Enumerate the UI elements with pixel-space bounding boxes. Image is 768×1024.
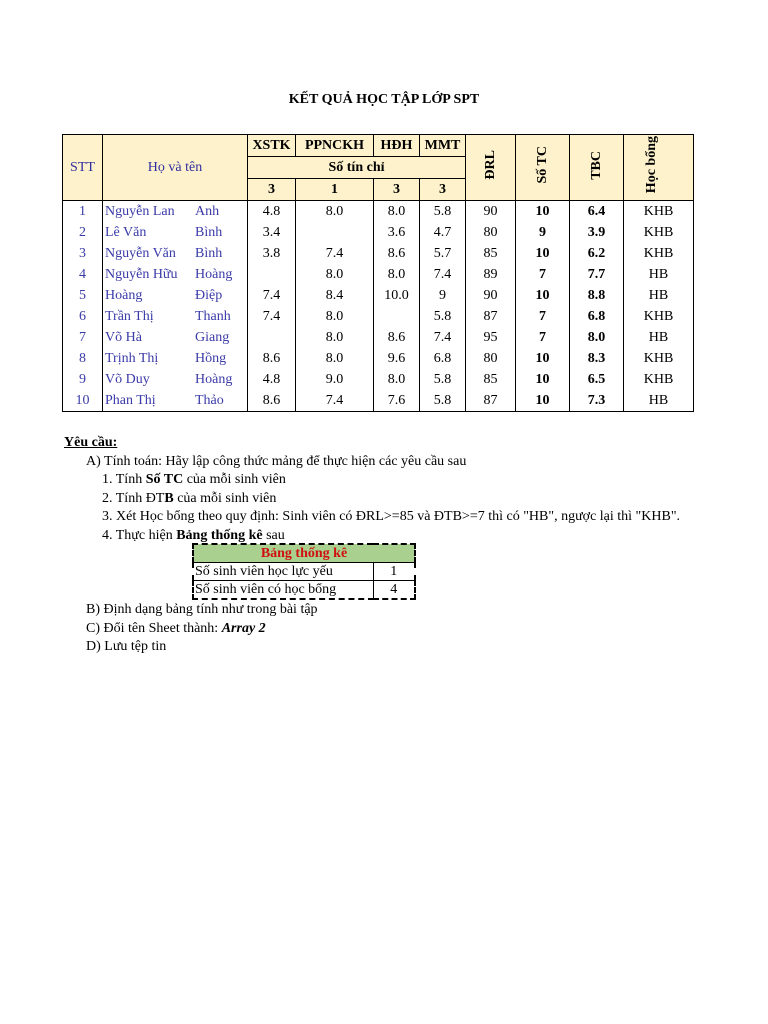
hdh-cell: 9.6 xyxy=(374,348,420,369)
requirement-a: A) Tính toán: Hãy lập công thức mảng để thực hiện các yêu cầu sau xyxy=(86,453,467,469)
sotc-cell: 7 xyxy=(516,264,570,285)
ppnckh-cell: 7.4 xyxy=(296,243,374,264)
name-cell xyxy=(103,369,248,390)
tbc-cell: 7.7 xyxy=(570,264,624,285)
xstk-cell: 8.6 xyxy=(248,348,296,369)
table-row xyxy=(63,327,694,348)
table-row xyxy=(63,390,694,412)
table-row xyxy=(63,306,694,327)
table-row xyxy=(63,285,694,306)
drl-cell: 95 xyxy=(466,327,516,348)
credit-mmt: 3 xyxy=(420,179,466,201)
hocbong-cell: KHB xyxy=(624,348,694,369)
first-name: Thảo xyxy=(195,393,224,408)
name-cell xyxy=(103,285,248,306)
table-row xyxy=(63,369,694,390)
last-name: Võ Hà xyxy=(105,330,142,345)
hdh-cell: 8.0 xyxy=(374,264,420,285)
drl-cell: 85 xyxy=(466,243,516,264)
xstk-cell: 4.8 xyxy=(248,369,296,390)
hdh-cell: 10.0 xyxy=(374,285,420,306)
requirement-a3: 3. Xét Học bổng theo quy định: Sinh viên có ĐRL>=85 và ĐTB>=7 thì có "HB", ngược lại thì "KHB". xyxy=(102,509,681,524)
stt-cell: 4 xyxy=(63,264,103,285)
xstk-cell: 4.8 xyxy=(248,201,296,223)
name-header: Họ và tên xyxy=(103,135,248,201)
first-name: Thanh xyxy=(195,309,231,324)
table-row xyxy=(63,264,694,285)
stt-header: STT xyxy=(63,135,103,201)
xstk-cell: 7.4 xyxy=(248,285,296,306)
stt-cell: 8 xyxy=(63,348,103,369)
ppnckh-cell: 7.4 xyxy=(296,390,374,412)
sotc-cell: 10 xyxy=(516,369,570,390)
drl-cell: 90 xyxy=(466,201,516,223)
hocbong-cell: KHB xyxy=(624,369,694,390)
credit-ppnckh: 1 xyxy=(296,179,374,201)
stt-cell: 3 xyxy=(63,243,103,264)
first-name: Bình xyxy=(195,225,223,240)
stats-table xyxy=(192,543,416,600)
ppnckh-cell: 8.0 xyxy=(296,201,374,223)
first-name: Bình xyxy=(195,246,223,261)
requirement-a2: 2. Tính ĐTB của mỗi sinh viên xyxy=(102,490,277,506)
requirement-a4: 4. Thực hiện Bảng thống kê sau xyxy=(102,527,285,543)
mmt-cell: 5.8 xyxy=(420,201,466,223)
sotc-header: Số TC xyxy=(516,135,570,201)
stt-cell: 9 xyxy=(63,369,103,390)
xstk-cell xyxy=(248,327,296,348)
requirements-heading: Yêu cầu: xyxy=(64,435,118,450)
stats-title: Bảng thống kê xyxy=(193,544,415,563)
subject-header-mmt: MMT xyxy=(420,135,466,157)
name-cell xyxy=(103,306,248,327)
table-row xyxy=(63,243,694,264)
requirement-a1: 1. Tính Số TC của mỗi sinh viên xyxy=(102,472,286,487)
requirement-d: D) Lưu tệp tin xyxy=(86,639,167,654)
last-name: Trịnh Thị xyxy=(105,351,159,366)
last-name: Võ Duy xyxy=(105,372,150,387)
ppnckh-cell: 8.0 xyxy=(296,264,374,285)
name-cell xyxy=(103,264,248,285)
name-cell xyxy=(103,327,248,348)
ppnckh-cell: 8.0 xyxy=(296,327,374,348)
stt-cell: 2 xyxy=(63,222,103,243)
ppnckh-cell: 8.0 xyxy=(296,306,374,327)
hocbong-cell: KHB xyxy=(624,306,694,327)
drl-header: ĐRL xyxy=(466,135,516,201)
stt-cell: 6 xyxy=(63,306,103,327)
hdh-cell: 8.6 xyxy=(374,327,420,348)
stt-cell: 1 xyxy=(63,201,103,223)
subject-header-ppnckh: PPNCKH xyxy=(296,135,374,157)
hocbong-cell: HB xyxy=(624,285,694,306)
mmt-cell: 6.8 xyxy=(420,348,466,369)
drl-cell: 89 xyxy=(466,264,516,285)
ppnckh-cell: 8.0 xyxy=(296,348,374,369)
first-name: Giang xyxy=(195,330,230,345)
hdh-cell: 8.0 xyxy=(374,369,420,390)
name-cell xyxy=(103,390,248,412)
hdh-cell xyxy=(374,306,420,327)
table-row xyxy=(63,201,694,223)
tbc-cell: 6.8 xyxy=(570,306,624,327)
credits-label: Số tín chỉ xyxy=(248,157,466,179)
tbc-cell: 6.5 xyxy=(570,369,624,390)
mmt-cell: 5.8 xyxy=(420,369,466,390)
mmt-cell: 9 xyxy=(420,285,466,306)
first-name: Hoàng xyxy=(195,267,233,282)
sotc-cell: 10 xyxy=(516,285,570,306)
stt-cell: 10 xyxy=(63,390,103,412)
drl-cell: 87 xyxy=(466,390,516,412)
ppnckh-cell: 9.0 xyxy=(296,369,374,390)
subject-header-hdh: HĐH xyxy=(374,135,420,157)
requirement-b: B) Định dạng bảng tính như trong bài tập xyxy=(86,602,318,617)
first-name: Hồng xyxy=(195,351,227,366)
name-cell xyxy=(103,201,248,223)
credit-xstk: 3 xyxy=(248,179,296,201)
sotc-cell: 10 xyxy=(516,390,570,412)
hocbong-cell: HB xyxy=(624,390,694,412)
stt-cell: 5 xyxy=(63,285,103,306)
ppnckh-cell: 8.4 xyxy=(296,285,374,306)
last-name: Nguyễn Lan xyxy=(105,204,175,219)
hocbong-cell: KHB xyxy=(624,222,694,243)
table-row xyxy=(63,348,694,369)
name-cell xyxy=(103,243,248,264)
ppnckh-cell xyxy=(296,222,374,243)
first-name: Hoàng xyxy=(195,372,233,387)
last-name: Hoàng xyxy=(105,288,143,303)
tbc-cell: 8.0 xyxy=(570,327,624,348)
drl-cell: 87 xyxy=(466,306,516,327)
mmt-cell: 5.8 xyxy=(420,306,466,327)
mmt-cell: 7.4 xyxy=(420,264,466,285)
hocbong-cell: HB xyxy=(624,327,694,348)
stt-cell: 7 xyxy=(63,327,103,348)
mmt-cell: 5.7 xyxy=(420,243,466,264)
stats-value-scholarship: 4 xyxy=(373,581,415,600)
subject-header-xstk: XSTK xyxy=(248,135,296,157)
last-name: Lê Văn xyxy=(105,225,147,240)
hdh-cell: 8.0 xyxy=(374,201,420,223)
stats-label-weak: Số sinh viên học lực yếu xyxy=(193,563,373,581)
sotc-cell: 10 xyxy=(516,243,570,264)
xstk-cell xyxy=(248,264,296,285)
requirement-c: C) Đổi tên Sheet thành: Array 2 xyxy=(86,620,266,636)
hocbong-cell: HB xyxy=(624,264,694,285)
grades-table xyxy=(62,134,694,412)
mmt-cell: 7.4 xyxy=(420,327,466,348)
name-cell xyxy=(103,222,248,243)
tbc-cell: 7.3 xyxy=(570,390,624,412)
page-title: KẾT QUẢ HỌC TẬP LỚP SPT xyxy=(288,92,480,107)
drl-cell: 90 xyxy=(466,285,516,306)
tbc-header: TBC xyxy=(570,135,624,201)
last-name: Trần Thị xyxy=(105,309,154,324)
xstk-cell: 7.4 xyxy=(248,306,296,327)
stats-label-scholarship: Số sinh viên có học bổng xyxy=(193,581,373,600)
xstk-cell: 3.4 xyxy=(248,222,296,243)
tbc-cell: 3.9 xyxy=(570,222,624,243)
hocbong-header: Học bổng xyxy=(624,135,694,201)
sotc-cell: 7 xyxy=(516,306,570,327)
table-row xyxy=(63,222,694,243)
tbc-cell: 6.2 xyxy=(570,243,624,264)
tbc-cell: 6.4 xyxy=(570,201,624,223)
sotc-cell: 10 xyxy=(516,348,570,369)
hocbong-cell: KHB xyxy=(624,201,694,223)
hdh-cell: 7.6 xyxy=(374,390,420,412)
last-name: Phan Thị xyxy=(105,393,156,408)
mmt-cell: 4.7 xyxy=(420,222,466,243)
sotc-cell: 7 xyxy=(516,327,570,348)
mmt-cell: 5.8 xyxy=(420,390,466,412)
tbc-cell: 8.3 xyxy=(570,348,624,369)
xstk-cell: 8.6 xyxy=(248,390,296,412)
name-cell xyxy=(103,348,248,369)
hdh-cell: 3.6 xyxy=(374,222,420,243)
stats-value-weak: 1 xyxy=(373,563,415,581)
first-name: Điệp xyxy=(195,288,223,303)
first-name: Anh xyxy=(195,204,220,219)
last-name: Nguyễn Hữu xyxy=(105,267,178,282)
hocbong-cell: KHB xyxy=(624,243,694,264)
xstk-cell: 3.8 xyxy=(248,243,296,264)
tbc-cell: 8.8 xyxy=(570,285,624,306)
drl-cell: 85 xyxy=(466,369,516,390)
sotc-cell: 9 xyxy=(516,222,570,243)
credit-hdh: 3 xyxy=(374,179,420,201)
last-name: Nguyễn Văn xyxy=(105,246,176,261)
sotc-cell: 10 xyxy=(516,201,570,223)
hdh-cell: 8.6 xyxy=(374,243,420,264)
drl-cell: 80 xyxy=(466,222,516,243)
drl-cell: 80 xyxy=(466,348,516,369)
